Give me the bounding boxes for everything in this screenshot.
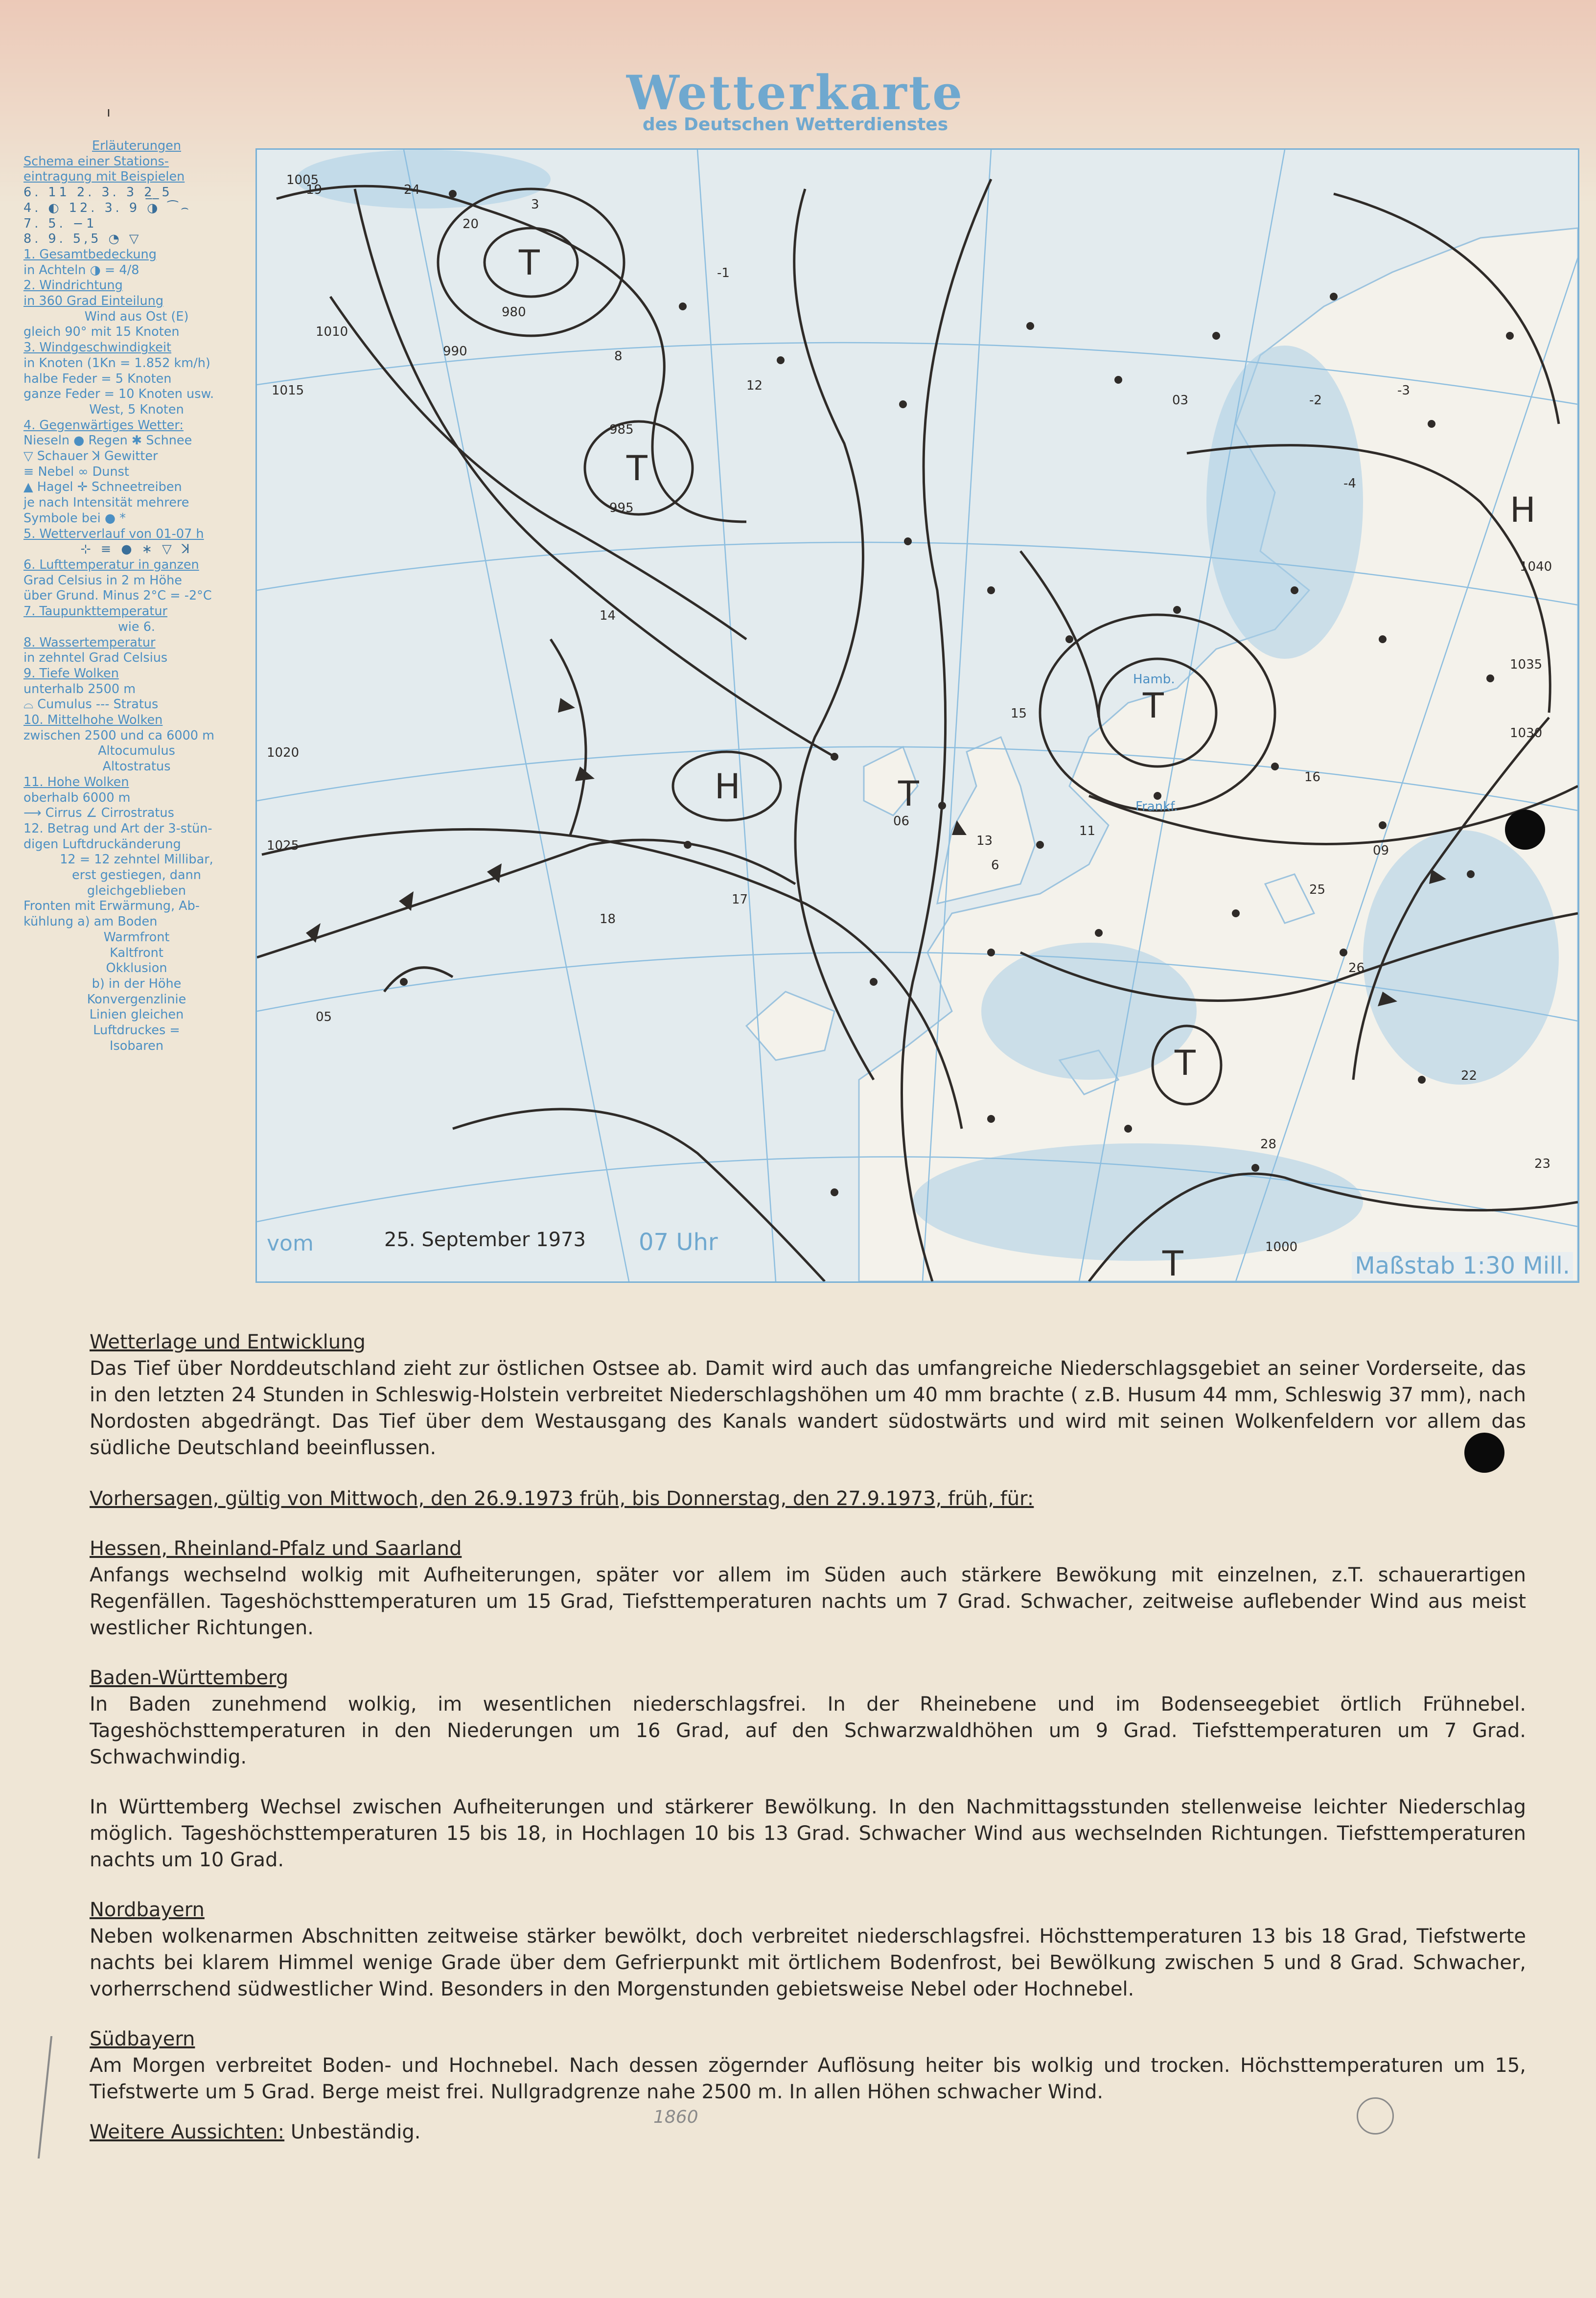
high-label: H bbox=[715, 766, 740, 807]
legend-line: 8. 9. 5,5 ◔ ▽ bbox=[23, 232, 142, 247]
station-value: 13 bbox=[976, 834, 993, 848]
isobar-label: 1015 bbox=[272, 383, 304, 398]
isobar-label: 1020 bbox=[267, 745, 300, 760]
isobar-label: 1040 bbox=[1520, 559, 1552, 574]
handwritten-note: 1860 bbox=[653, 2107, 698, 2127]
section-heading: Südbayern bbox=[90, 2028, 195, 2050]
legend-line: in Knoten (1Kn = 1.852 km/h) bbox=[23, 355, 210, 371]
legend-line: 11. Hohe Wolken bbox=[23, 774, 129, 789]
outlook-label: Weitere Aussichten: bbox=[90, 2121, 285, 2143]
low-label: T bbox=[1162, 1244, 1183, 1281]
legend-line: Fronten mit Erwärmung, Ab- bbox=[23, 899, 200, 914]
forecast-text bbox=[90, 1329, 1526, 2145]
low-label: T bbox=[898, 774, 919, 814]
legend-line: in 360 Grad Einteilung bbox=[23, 294, 164, 309]
legend-line: 2. Windrichtung bbox=[23, 278, 123, 293]
legend-line: in zehntel Grad Celsius bbox=[23, 650, 168, 666]
section-heading: Wetterlage und Entwicklung bbox=[90, 1331, 366, 1353]
legend-line: Altocumulus bbox=[98, 743, 175, 759]
station-value: 12 bbox=[746, 378, 763, 393]
section-body: Am Morgen verbreitet Boden- und Hochnebel. Nach dessen zögernder Auflösung heiter bis wolkig und trocken. Höchsttemperaturen um 15, Tiefstwerte um 5 Grad. Berge meist frei. Nullgradgrenze nahe 2500 m. In allen Höhen schwacher Wind. bbox=[90, 2054, 1526, 2103]
handwritten-circle bbox=[1357, 2097, 1394, 2135]
station-value: 05 bbox=[316, 1010, 332, 1024]
legend-line: Okklusion bbox=[106, 961, 167, 976]
station-value: 20 bbox=[463, 217, 479, 232]
station-value: 15 bbox=[1011, 706, 1027, 721]
legend-line: ▲ Hagel ✛ Schneetreiben bbox=[23, 480, 182, 495]
map-title-block bbox=[489, 65, 1101, 135]
page-subtitle: des Deutschen Wetterdienstes bbox=[642, 115, 948, 135]
legend-line: ganze Feder = 10 Knoten usw. bbox=[23, 387, 214, 402]
legend-line: 9. Tiefe Wolken bbox=[23, 666, 119, 681]
legend-line: 6. 11 2. 3. 3 2̲ ̲5 bbox=[23, 185, 173, 200]
station-value: -2 bbox=[1309, 393, 1322, 408]
legend-line: 12. Betrag und Art der 3-stün- bbox=[23, 821, 212, 836]
legend-line: oberhalb 6000 m bbox=[23, 790, 131, 805]
legend-line: gleich 90° mit 15 Knoten bbox=[23, 325, 180, 340]
legend-line: digen Luftdruckänderung bbox=[23, 836, 181, 852]
high-label: H bbox=[1510, 490, 1536, 530]
low-label: T bbox=[1143, 686, 1164, 726]
legend-line: 10. Mittelhohe Wolken bbox=[23, 713, 163, 728]
section-body: Anfangs wechselnd wolkig mit Aufheiterungen, später vor allem im Süden auch stärkere Bewökung mit einzelnen, z.T. schauerartigen Regenfällen. Tageshöchsttemperaturen um 15 Grad, Tiefsttemperaturen nachts um 7 Grad. Schwacher, zeitweise auflebender Wind aus meist westlicher Richtungen. bbox=[90, 1564, 1526, 1639]
map-vom-label: vom bbox=[267, 1231, 314, 1256]
station-value: 14 bbox=[600, 608, 616, 623]
legend-line: Symbole bei ● * bbox=[23, 511, 126, 526]
low-label: T bbox=[1175, 1043, 1196, 1083]
legend-line: 7. 5. −1 bbox=[23, 216, 97, 231]
isobar-label: 985 bbox=[609, 422, 634, 437]
legend-line: ⊹ ≡ ● ∗ ▽ ꓘ bbox=[80, 542, 193, 557]
station-value: -1 bbox=[717, 266, 730, 280]
weather-map-drawing bbox=[257, 150, 1578, 1281]
region-label: Frankf. bbox=[1135, 799, 1178, 814]
section-body: Neben wolkenarmen Abschnitten zeitweise stärker bewölkt, doch verbreitet niederschlagsfrei. Höchsttemperaturen 13 bis 18 Grad, Tiefstwerte nachts bei klarem Himmel wenige Grade über dem Gefrierpunkt mit örtlichem Bodenfrost, bei Bewölkung zwischen 5 und 8 Grad. Schwacher, vorherrschend südwestlicher Wind. Besonders in den Morgenstunden gebietsweise Nebel oder Hochnebel. bbox=[90, 1925, 1526, 2000]
map-scale: Maßstab 1:30 Mill. bbox=[1352, 1252, 1573, 1279]
legend-line: wie 6. bbox=[117, 619, 156, 634]
section-heading: Baden-Württemberg bbox=[90, 1667, 289, 1689]
legend-panel bbox=[23, 139, 250, 1054]
legend-line: Isobaren bbox=[110, 1038, 163, 1053]
isobar-label: 1010 bbox=[316, 325, 348, 339]
station-value: 6 bbox=[991, 858, 999, 873]
legend-line: Wind aus Ost (E) bbox=[84, 309, 189, 324]
isobar-label: 1035 bbox=[1510, 657, 1543, 672]
station-value: -3 bbox=[1397, 383, 1410, 398]
station-value: 8 bbox=[614, 349, 623, 364]
legend-line: zwischen 2500 und ca 6000 m bbox=[23, 728, 214, 743]
legend-line: Konvergenzlinie bbox=[87, 992, 186, 1007]
station-value: 24 bbox=[404, 183, 420, 197]
legend-line: ▽ Schauer ꓘ Gewitter bbox=[23, 449, 158, 464]
legend-line: 5. Wetterverlauf von 01-07 h bbox=[23, 526, 204, 541]
legend-line: Luftdruckes = bbox=[93, 1023, 180, 1038]
legend-line: ⟶ Cirrus ∠ Cirrostratus bbox=[23, 806, 174, 821]
isobar-label: 990 bbox=[443, 344, 467, 359]
isobar-label: 1030 bbox=[1510, 726, 1543, 741]
legend-line: 3. Windgeschwindigkeit bbox=[23, 340, 172, 355]
section-heading: Vorhersagen, gültig von Mittwoch, den 26.9.1973 früh, bis Donnerstag, den 27.9.1973, früh, für: bbox=[90, 1487, 1034, 1510]
legend-line: ≡ Nebel ∞ Dunst bbox=[23, 464, 129, 479]
map-date: 25. September 1973 bbox=[384, 1229, 586, 1251]
low-label: T bbox=[626, 448, 648, 488]
station-value: 22 bbox=[1461, 1068, 1478, 1083]
legend-line: Grad Celsius in 2 m Höhe bbox=[23, 573, 182, 588]
corner-mark: ı bbox=[107, 104, 111, 120]
station-value: 25 bbox=[1309, 882, 1326, 897]
legend-line: halbe Feder = 5 Knoten bbox=[23, 371, 172, 386]
station-value: 3 bbox=[531, 197, 539, 212]
station-value: -4 bbox=[1343, 476, 1356, 491]
section-body: In Baden zunehmend wolkig, im wesentlichen niederschlagsfrei. In der Rheinebene und im Bodenseegebiet örtlich Frühnebel. Tageshöchsttemperaturen in den Niederungen um 16 Grad, auf den Schwarzwaldhöhen um 9 Grad. Tiefsttemperaturen um 7 Grad. Schwachwindig. bbox=[90, 1693, 1526, 1768]
legend-line: unterhalb 2500 m bbox=[23, 681, 136, 696]
region-label: Hamb. bbox=[1133, 672, 1175, 687]
legend-line: erst gestiegen, dann bbox=[72, 868, 201, 883]
station-value: 23 bbox=[1534, 1157, 1551, 1171]
section-heading: Hessen, Rheinland-Pfalz und Saarland bbox=[90, 1537, 462, 1560]
isobar-label: 995 bbox=[609, 501, 634, 515]
outlook-value: Unbeständig. bbox=[290, 2121, 421, 2143]
isobar-label: 980 bbox=[502, 305, 526, 320]
legend-line: Schema einer Stations- bbox=[23, 154, 169, 169]
punch-hole bbox=[1505, 810, 1545, 850]
station-value: 09 bbox=[1373, 843, 1389, 858]
legend-line: Kaltfront bbox=[110, 945, 163, 960]
map-time: 07 Uhr bbox=[639, 1229, 718, 1256]
legend-line: gleichgeblieben bbox=[87, 883, 186, 898]
legend-line: ⌓ Cumulus --- Stratus bbox=[23, 697, 159, 712]
low-label: T bbox=[519, 243, 540, 283]
station-value: 11 bbox=[1079, 824, 1096, 838]
legend-line: Nieseln ● Regen ✱ Schnee bbox=[23, 433, 192, 448]
section-body: Das Tief über Norddeutschland zieht zur östlichen Ostsee ab. Damit wird auch das umfangreiche Niederschlagsgebiet an seiner Vorderseite, das in den letzten 24 Stunden in Schleswig-Holstein verbreitet Niederschlagshöhen um 40 mm brachte ( z.B. Husum 44 mm, Schleswig 37 mm), nach Nordosten abgedrängt. Das Tief über dem Westausgang des Kanals wandert südostwärts und wird mit seinen Wolkenfeldern vor allem das südliche Deutschland beeinflussen. bbox=[90, 1357, 1526, 1459]
legend-line: in Achteln ◑ = 4/8 bbox=[23, 262, 139, 278]
legend-line: eintragung mit Beispielen bbox=[23, 169, 185, 185]
station-value: 06 bbox=[893, 814, 910, 829]
legend-line: b) in der Höhe bbox=[92, 976, 182, 991]
legend-line: 12 = 12 zehntel Millibar, bbox=[60, 852, 213, 867]
page-title: Wetterkarte bbox=[626, 65, 965, 120]
legend-line: 6. Lufttemperatur in ganzen bbox=[23, 557, 199, 572]
legend-line: über Grund. Minus 2°C = -2°C bbox=[23, 588, 212, 604]
legend-line: Linien gleichen bbox=[89, 1007, 184, 1022]
handwritten-stroke bbox=[38, 2036, 58, 2159]
legend-line: West, 5 Knoten bbox=[89, 402, 184, 417]
weather-map bbox=[255, 148, 1579, 1283]
station-value: 19 bbox=[306, 183, 323, 197]
legend-heading: Erläuterungen bbox=[92, 139, 181, 153]
station-value: 26 bbox=[1348, 961, 1365, 975]
station-value: 03 bbox=[1172, 393, 1189, 408]
legend-line: je nach Intensität mehrere bbox=[23, 495, 189, 511]
legend-line: Altostratus bbox=[102, 759, 171, 774]
section-heading: Nordbayern bbox=[90, 1899, 205, 1921]
legend-line: 4. ◐ 12. 3. 9 ◑ ⁀⌢ bbox=[23, 200, 192, 215]
station-value: 16 bbox=[1304, 770, 1321, 785]
legend-line: 1. Gesamtbedeckung bbox=[23, 247, 157, 262]
station-value: 28 bbox=[1260, 1137, 1277, 1152]
legend-line: Warmfront bbox=[103, 929, 170, 945]
legend-line: kühlung a) am Boden bbox=[23, 914, 158, 929]
station-value: 17 bbox=[732, 892, 748, 907]
isobar-label: 1025 bbox=[267, 838, 300, 853]
isobar-label: 1005 bbox=[286, 173, 319, 187]
isobar-label: 1000 bbox=[1265, 1240, 1298, 1254]
station-value: 18 bbox=[600, 912, 616, 927]
land-layer bbox=[746, 228, 1578, 1281]
legend-line: 7. Taupunkttemperatur bbox=[23, 604, 168, 619]
legend-line: 4. Gegenwärtiges Wetter: bbox=[23, 418, 184, 433]
legend-line: 8. Wassertemperatur bbox=[23, 635, 156, 650]
section-body: In Württemberg Wechsel zwischen Aufheiterungen und stärkerer Bewölkung. In den Nachmittagsstunden stellenweise leichter Niederschlag möglich. Tageshöchsttemperaturen 15 bis 18, in Hochlagen 10 bis 13 Grad. Schwacher Wind aus wechselnden Richtungen. Tiefsttemperaturen nachts um 10 Grad. bbox=[90, 1796, 1526, 1871]
